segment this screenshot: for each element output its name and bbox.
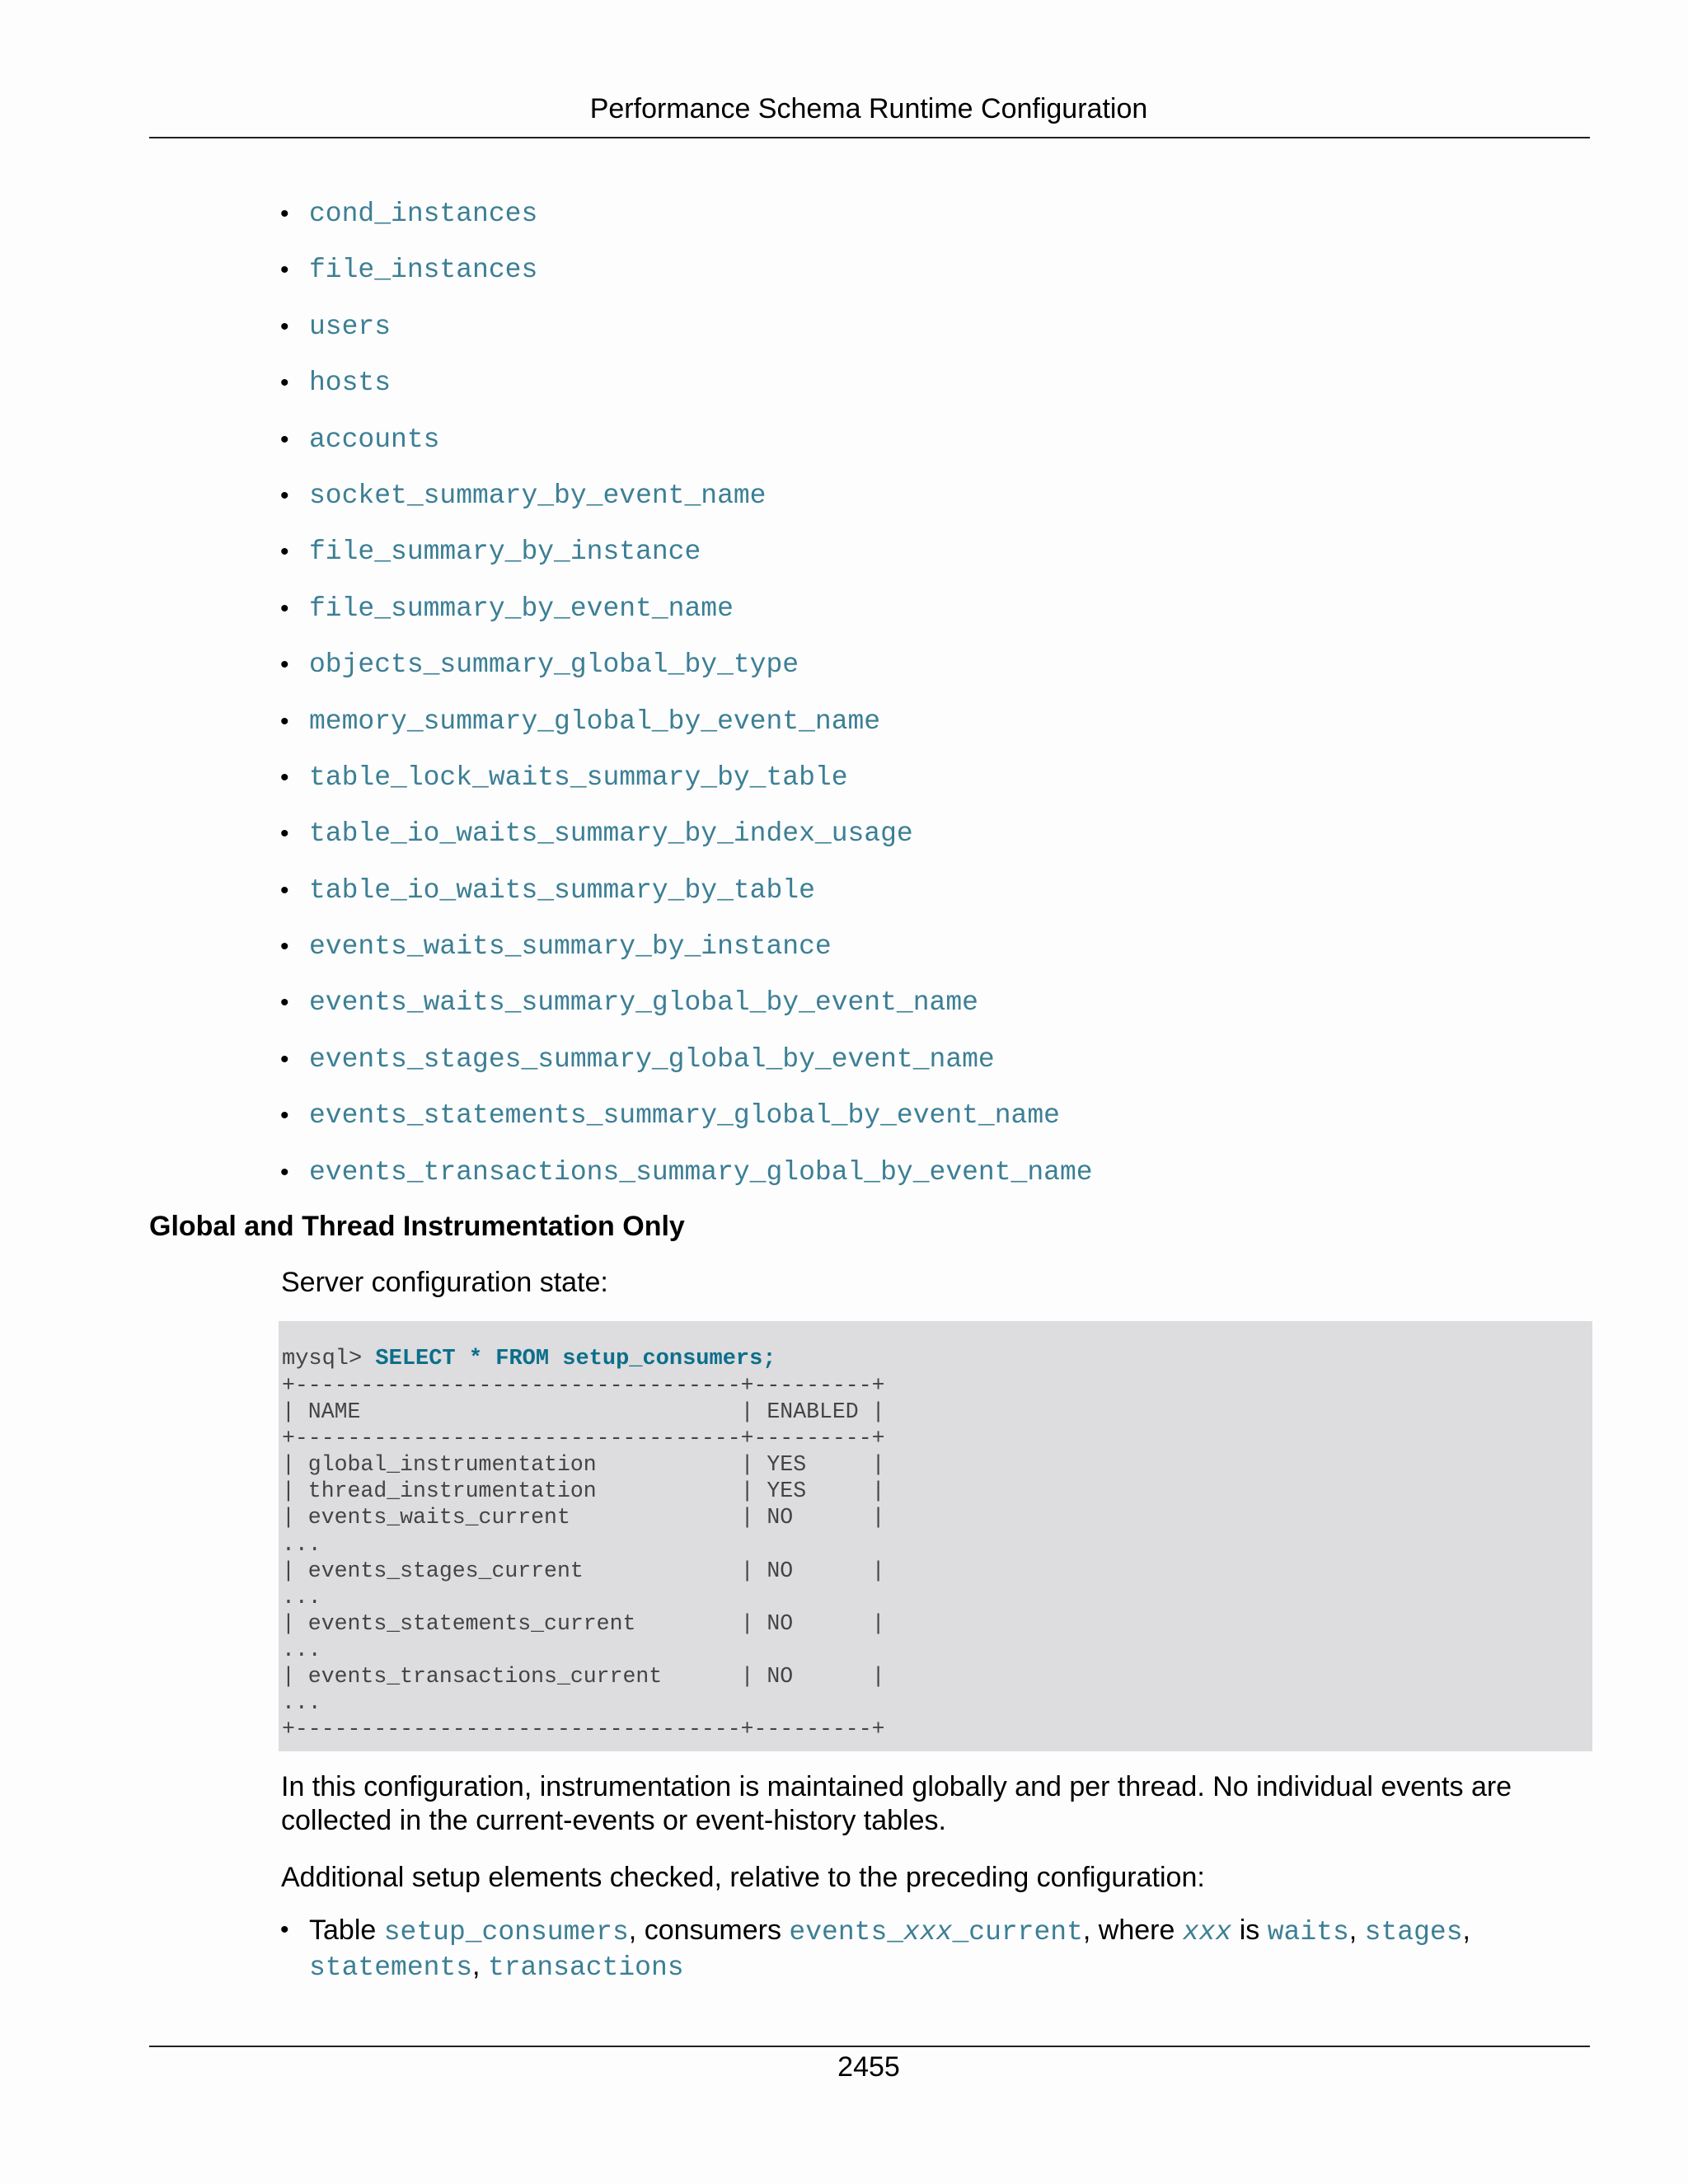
list-item xyxy=(280,699,1093,755)
list-item xyxy=(280,642,1093,698)
table-link[interactable]: events_waits_summary_by_instance xyxy=(309,931,832,963)
list-item xyxy=(280,755,1093,811)
bullet-icon: • xyxy=(280,1158,289,1186)
page-header-title: Performance Schema Runtime Configuration xyxy=(589,93,1148,124)
list-item xyxy=(280,473,1093,529)
config-paragraph: In this configuration, instrumentation is maintained globally and per thread. No individual events are collected in the current-events or event-history tables. xyxy=(281,1771,1512,1836)
code-block xyxy=(279,1321,1592,1751)
list-item xyxy=(280,811,1093,867)
bullet-icon: • xyxy=(280,425,289,453)
bullet-icon: • xyxy=(280,707,289,735)
list-item xyxy=(280,1150,1093,1206)
list-item xyxy=(280,529,1093,585)
list-item xyxy=(280,1093,1093,1149)
list-item xyxy=(280,924,1093,980)
table-link[interactable]: socket_summary_by_event_name xyxy=(309,480,767,511)
text-fragment: , consumers xyxy=(628,1915,790,1946)
list-item xyxy=(280,191,1093,247)
footer-rule xyxy=(149,2046,1590,2047)
table-link[interactable]: events_statements_summary_global_by_event_name xyxy=(309,1100,1060,1132)
text-fragment: , xyxy=(1348,1915,1365,1946)
text-fragment: is xyxy=(1231,1915,1268,1946)
code-fragment: _current xyxy=(952,1917,1083,1947)
bullet-icon: • xyxy=(280,1045,289,1073)
table-link[interactable]: objects_summary_global_by_type xyxy=(309,649,799,681)
text-fragment: , xyxy=(1462,1915,1470,1946)
table-link[interactable]: table_lock_waits_summary_by_table xyxy=(309,762,848,793)
bullet-icon: • xyxy=(280,989,289,1017)
list-item xyxy=(280,360,1093,416)
transactions-link[interactable]: transactions xyxy=(487,1952,684,1983)
list-item xyxy=(280,586,1093,642)
text-fragment: , xyxy=(472,1950,488,1981)
bullet-icon: • xyxy=(280,594,289,622)
code-command: SELECT * FROM setup_consumers; xyxy=(375,1347,776,1371)
stages-link[interactable]: stages xyxy=(1364,1917,1463,1947)
table-link[interactable]: table_io_waits_summary_by_table xyxy=(309,874,815,906)
table-link[interactable]: events_stages_summary_global_by_event_name xyxy=(309,1043,995,1075)
bullet-icon: • xyxy=(280,933,289,961)
bullet-icon: • xyxy=(280,369,289,397)
code-prompt-line xyxy=(282,1346,776,1372)
table-list xyxy=(280,191,1093,1206)
table-link[interactable]: hosts xyxy=(309,368,392,399)
bullet-icon: • xyxy=(280,820,289,848)
list-item xyxy=(280,417,1093,473)
list-item xyxy=(280,304,1093,360)
statements-link[interactable]: statements xyxy=(309,1952,473,1983)
table-link[interactable]: file_summary_by_event_name xyxy=(309,593,734,624)
section-heading: Global and Thread Instrumentation Only xyxy=(149,1211,685,1242)
bullet-icon: • xyxy=(280,1916,289,1943)
bullet-icon: • xyxy=(280,1102,289,1130)
code-placeholder: xxx xyxy=(1182,1917,1232,1947)
text-fragment: , where xyxy=(1082,1915,1183,1946)
code-placeholder: xxx xyxy=(903,1917,953,1947)
table-link[interactable]: file_instances xyxy=(309,255,538,286)
setup-consumers-link[interactable]: setup_consumers xyxy=(383,1917,629,1947)
code-prompt: mysql> xyxy=(282,1347,376,1371)
table-link[interactable]: events_transactions_summary_global_by_event_name xyxy=(309,1156,1093,1188)
setup-bullet-text xyxy=(280,1914,1566,1985)
bullet-icon: • xyxy=(280,256,289,284)
list-item xyxy=(280,868,1093,924)
code-fragment: events_ xyxy=(789,1917,904,1947)
bullet-icon: • xyxy=(280,481,289,509)
code-output: +----------------------------------+---------+ | NAME | ENABLED | +----------------------------------+---------+ | global_instrumentation | YES | | thread_instrumentation | YES | | events_waits_current | NO | ... | events_stages_current | NO | ... | events_statements_current | NO | ... | events_transactions_current | NO | ... +----------------------------------+---------+ xyxy=(282,1373,885,1742)
table-link[interactable]: cond_instances xyxy=(309,199,538,229)
bullet-icon: • xyxy=(280,312,289,340)
table-link[interactable]: memory_summary_global_by_event_name xyxy=(309,705,881,737)
bullet-icon: • xyxy=(280,538,289,566)
page-number: 2455 xyxy=(837,2051,900,2083)
bullet-icon: • xyxy=(280,200,289,227)
bullet-icon: • xyxy=(280,876,289,904)
table-link[interactable]: events_waits_summary_global_by_event_name xyxy=(309,987,978,1019)
header-rule xyxy=(149,137,1590,138)
waits-link[interactable]: waits xyxy=(1267,1917,1349,1947)
table-link[interactable]: file_summary_by_instance xyxy=(309,537,701,568)
table-link[interactable]: accounts xyxy=(309,424,440,455)
table-link[interactable]: users xyxy=(309,311,392,342)
setup-bullet xyxy=(280,1914,1566,1985)
additional-paragraph: Additional setup elements checked, relative to the preceding configuration: xyxy=(281,1862,1205,1893)
table-link[interactable]: table_io_waits_summary_by_index_usage xyxy=(309,818,913,850)
list-item xyxy=(280,1037,1093,1093)
text-fragment: Table xyxy=(309,1915,384,1946)
list-item xyxy=(280,247,1093,303)
intro-paragraph: Server configuration state: xyxy=(281,1267,608,1298)
consumer-name-link[interactable] xyxy=(789,1915,1082,1946)
bullet-icon: • xyxy=(280,763,289,791)
list-item xyxy=(280,980,1093,1036)
bullet-icon: • xyxy=(280,651,289,679)
